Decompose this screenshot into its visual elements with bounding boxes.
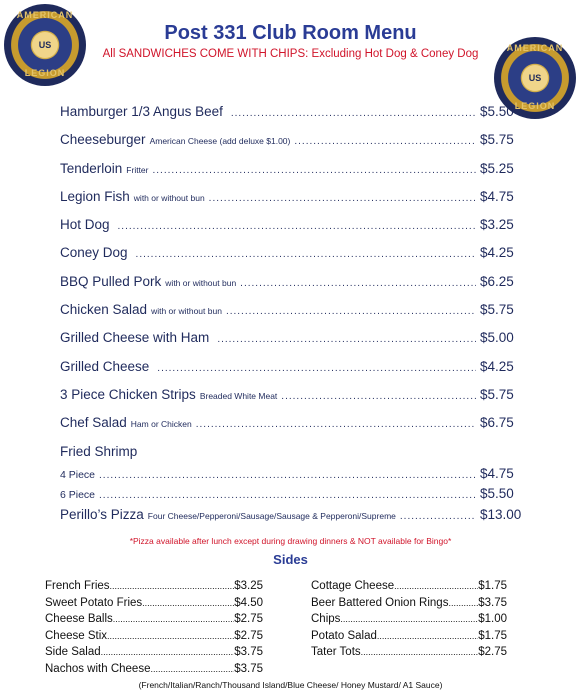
menu-item-name: Coney Dog bbox=[60, 245, 128, 261]
dressing-options: (French/Italian/Ranch/Thousand Island/Blue Cheese/ Honey Mustard/ A1 Sauce) bbox=[138, 680, 443, 690]
shrimp-option-name: 4 Piece bbox=[60, 468, 96, 481]
side-item-price: $1.75 bbox=[478, 580, 507, 592]
side-item-name: Potato Salad bbox=[311, 629, 377, 642]
side-item-name: French Fries bbox=[45, 580, 110, 592]
logo-top-text: AMERICAN bbox=[16, 10, 74, 20]
side-item-name: Cheese Stix bbox=[45, 629, 108, 642]
side-item bbox=[45, 597, 263, 614]
leader-dots bbox=[157, 363, 476, 374]
menu-item bbox=[60, 132, 530, 160]
menu-item-price: $4.25 bbox=[480, 358, 514, 374]
side-item-name: Sweet Potato Fries bbox=[45, 596, 143, 609]
leader-dots bbox=[142, 598, 234, 608]
menu-items-list bbox=[60, 104, 530, 444]
side-item-name: Chips bbox=[311, 613, 341, 626]
logo-bottom-text: LEGION bbox=[514, 101, 556, 111]
menu-item-description: with or without bun bbox=[151, 306, 222, 317]
menu-item-price: $5.50 bbox=[480, 104, 514, 119]
menu-item-price: $6.25 bbox=[480, 273, 514, 289]
menu-item bbox=[60, 274, 530, 302]
leader-dots bbox=[107, 631, 234, 641]
menu-subtitle: All SANDWICHES COME WITH CHIPS: Excluding Hot Dog & Coney Dog bbox=[102, 48, 479, 60]
menu-title: Post 331 Club Room Menu bbox=[164, 22, 417, 44]
menu-item-name: Tenderloin bbox=[60, 160, 123, 176]
side-item-name: Beer Battered Onion Rings bbox=[311, 596, 449, 609]
side-item bbox=[45, 613, 263, 630]
menu-item-description: Breaded White Meat bbox=[199, 390, 278, 401]
menu-item-description: Fritter bbox=[126, 164, 149, 175]
menu-item-description: Ham or Chicken bbox=[130, 419, 192, 430]
leader-dots bbox=[209, 193, 476, 204]
shrimp-option-price: $5.50 bbox=[480, 486, 514, 502]
side-item bbox=[45, 580, 263, 597]
menu-item-price: $5.75 bbox=[480, 386, 514, 402]
side-item-price: $2.75 bbox=[234, 629, 263, 642]
menu-item-name: BBQ Pulled Pork bbox=[60, 273, 162, 289]
menu-item-price: $5.25 bbox=[480, 160, 514, 176]
shrimp-option bbox=[60, 466, 530, 487]
side-item-price: $3.75 bbox=[478, 596, 507, 609]
leader-dots bbox=[136, 249, 476, 260]
fried-shrimp-heading bbox=[60, 444, 530, 466]
menu-item-name: Grilled Cheese bbox=[60, 358, 150, 374]
leader-dots bbox=[448, 598, 478, 608]
menu-item-name: Chicken Salad bbox=[60, 302, 148, 318]
side-item-price: $3.25 bbox=[234, 580, 263, 592]
menu-item-name: Chef Salad bbox=[60, 415, 127, 431]
menu-item-price: $5.00 bbox=[480, 330, 514, 346]
menu-item bbox=[60, 387, 530, 415]
menu-item bbox=[60, 217, 530, 245]
logo-bottom-text: LEGION bbox=[24, 68, 66, 78]
menu-item-price: $6.75 bbox=[480, 415, 514, 431]
menu-item bbox=[60, 161, 530, 189]
leader-dots bbox=[281, 391, 476, 402]
menu-item bbox=[60, 359, 530, 387]
menu-item-price: $13.00 bbox=[480, 506, 522, 522]
menu-item-description: American Cheese (add deluxe $1.00) bbox=[149, 136, 291, 147]
side-item bbox=[311, 580, 507, 597]
side-item-price: $2.75 bbox=[478, 646, 507, 659]
side-item-name: Cheese Balls bbox=[45, 613, 113, 626]
main-menu bbox=[60, 104, 530, 546]
side-item-name: Nachos with Cheese bbox=[45, 662, 151, 675]
side-item bbox=[311, 630, 507, 647]
pizza-item bbox=[60, 507, 530, 535]
menu-item bbox=[60, 302, 530, 330]
menu-item-name: Legion Fish bbox=[60, 188, 130, 204]
menu-item-name: 3 Piece Chicken Strips bbox=[60, 386, 196, 402]
leader-dots bbox=[196, 419, 476, 430]
side-item bbox=[45, 646, 263, 663]
menu-item bbox=[60, 189, 530, 217]
side-item-price: $3.75 bbox=[234, 646, 263, 659]
menu-item-name: Cheeseburger bbox=[60, 132, 146, 148]
leader-dots bbox=[150, 664, 234, 674]
side-item bbox=[311, 613, 507, 630]
menu-item-price: $5.75 bbox=[480, 132, 514, 148]
leader-dots bbox=[394, 581, 478, 591]
logo-top-text: AMERICAN bbox=[506, 43, 564, 53]
menu-item-price: $4.75 bbox=[480, 188, 514, 204]
side-item-price: $1.00 bbox=[478, 613, 507, 626]
side-item-name: Cottage Cheese bbox=[311, 580, 395, 592]
menu-item bbox=[60, 104, 530, 132]
side-item-price: $4.50 bbox=[234, 596, 263, 609]
menu-item-name: Hot Dog bbox=[60, 217, 110, 233]
menu-item-name: Grilled Cheese with Ham bbox=[60, 330, 210, 346]
leader-dots bbox=[118, 221, 476, 232]
side-item-name: Tater Tots bbox=[311, 646, 361, 659]
shrimp-option bbox=[60, 486, 530, 507]
menu-item-name: Fried Shrimp bbox=[60, 443, 138, 459]
leader-dots bbox=[113, 614, 234, 624]
sides-left-column bbox=[45, 580, 263, 680]
menu-item-price: $4.25 bbox=[480, 245, 514, 261]
leader-dots bbox=[400, 511, 476, 522]
menu-item bbox=[60, 330, 530, 358]
leader-dots bbox=[377, 631, 478, 641]
side-item-price: $2.75 bbox=[234, 613, 263, 626]
shrimp-option-price: $4.75 bbox=[480, 465, 514, 481]
leader-dots bbox=[110, 581, 235, 591]
leader-dots bbox=[217, 334, 476, 345]
menu-item-name: Perillo’s Pizza bbox=[60, 506, 144, 522]
leader-dots bbox=[294, 136, 476, 147]
menu-item-name: Hamburger 1/3 Angus Beef bbox=[60, 104, 223, 119]
menu-item bbox=[60, 415, 530, 443]
american-legion-logo-left bbox=[4, 4, 86, 86]
sides-title: Sides bbox=[273, 552, 308, 567]
leader-dots bbox=[226, 306, 476, 317]
logo-center-text: US bbox=[522, 65, 548, 91]
leader-dots bbox=[340, 614, 478, 624]
side-item-name: Side Salad bbox=[45, 646, 101, 659]
menu-item-price: $5.75 bbox=[480, 302, 514, 318]
menu-item-description: with or without bun bbox=[133, 192, 205, 203]
side-item bbox=[311, 646, 507, 663]
menu-item-description: Four Cheese/Pepperoni/Sausage/Sausage & Pepperoni/Supreme bbox=[147, 510, 396, 521]
leader-dots bbox=[101, 647, 235, 657]
logo-center-text: US bbox=[32, 32, 58, 58]
shrimp-option-name: 6 Piece bbox=[60, 489, 96, 502]
leader-dots bbox=[240, 278, 476, 289]
menu-item-description: with or without bun bbox=[165, 277, 237, 288]
side-item bbox=[45, 663, 263, 680]
side-item-price: $3.75 bbox=[234, 662, 263, 675]
leader-dots bbox=[99, 470, 476, 481]
leader-dots bbox=[231, 108, 476, 119]
menu-item-price: $3.25 bbox=[480, 217, 514, 233]
side-item bbox=[45, 630, 263, 647]
leader-dots bbox=[361, 647, 479, 657]
side-item-price: $1.75 bbox=[478, 629, 507, 642]
leader-dots bbox=[153, 165, 477, 176]
menu-item bbox=[60, 245, 530, 273]
side-item bbox=[311, 597, 507, 614]
sides-right-column bbox=[311, 580, 507, 663]
pizza-availability-note: *Pizza available after lunch except during drawing dinners & NOT available for Bingo* bbox=[129, 535, 452, 546]
leader-dots bbox=[99, 490, 476, 501]
